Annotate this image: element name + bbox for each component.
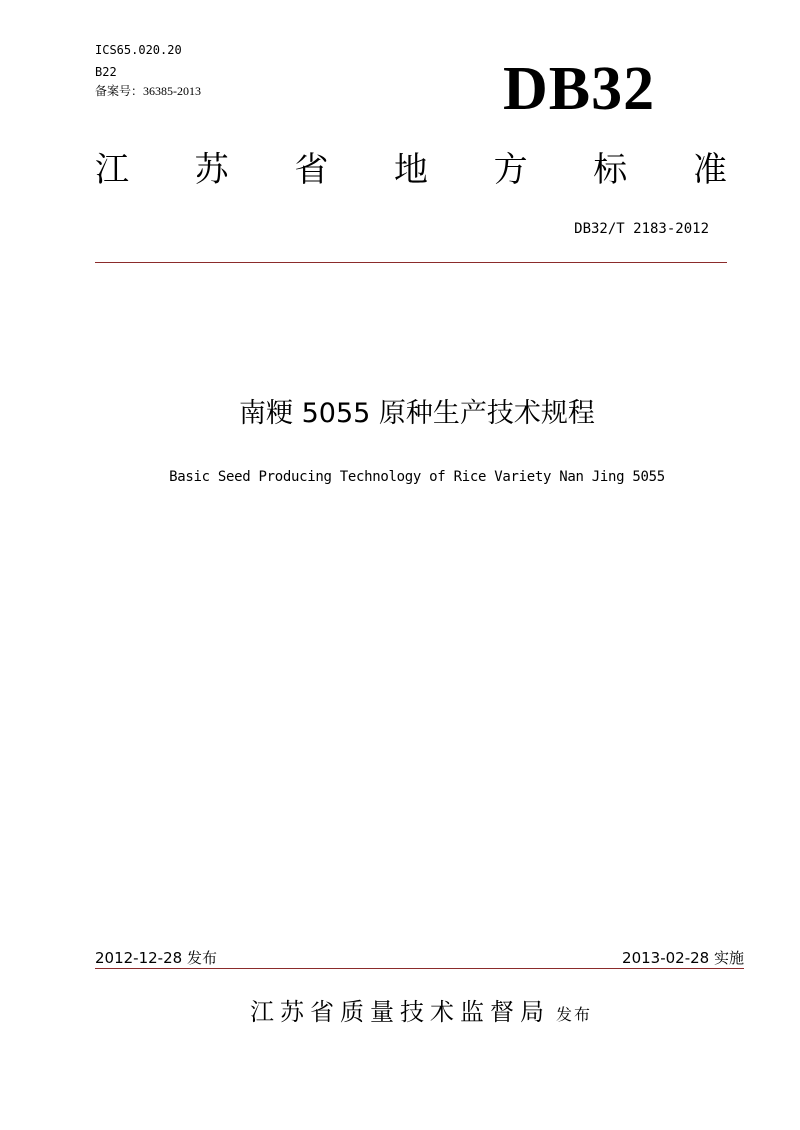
heading-char: 标 xyxy=(593,150,628,190)
footer-divider xyxy=(95,968,744,969)
publish-date: 2012-12-28 发布 xyxy=(95,949,217,967)
ccs-code: B22 xyxy=(95,65,117,79)
heading-char: 苏 xyxy=(194,150,229,190)
implement-date: 2013-02-28 实施 xyxy=(622,949,744,967)
header-divider xyxy=(95,262,727,263)
heading-char: 方 xyxy=(493,150,528,190)
heading-char: 省 xyxy=(294,150,329,190)
heading-char: 准 xyxy=(692,150,727,190)
heading-char: 江 xyxy=(95,150,129,190)
db-code-logo: DB32 xyxy=(503,55,656,123)
province-standard-heading xyxy=(95,150,727,190)
filing-number xyxy=(95,82,201,99)
issuing-authority xyxy=(0,992,800,1027)
filing-value: 36385-2013 xyxy=(143,84,202,98)
heading-char: 地 xyxy=(393,150,428,190)
filing-label: 备案号： xyxy=(95,84,144,98)
issuer-agency: 江苏省质量技术监督局 xyxy=(249,998,550,1026)
ics-code: ICS65.020.20 xyxy=(95,43,182,57)
document-title-chinese: 南粳 5055 原种生产技术规程 xyxy=(239,398,595,429)
issuer-suffix: 发布 xyxy=(555,1005,592,1024)
standard-number: DB32/T 2183-2012 xyxy=(574,221,709,237)
document-title-english: Basic Seed Producing Technology of Rice Variety Nan Jing 5055 xyxy=(169,469,665,485)
